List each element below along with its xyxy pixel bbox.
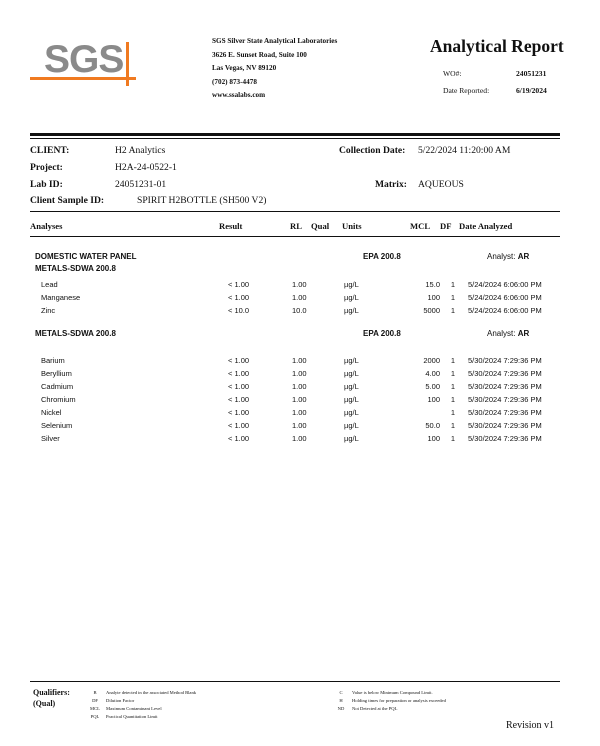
wo-value: 24051231 [516, 69, 547, 78]
analyte-df: 1 [450, 434, 455, 443]
analyte-df: 1 [450, 421, 455, 430]
lab-address-line2: Las Vegas, NV 89120 [212, 64, 277, 73]
analyte-df: 1 [450, 395, 455, 404]
report-title: Analytical Report [430, 36, 564, 56]
section-method: EPA 200.8 [363, 329, 401, 338]
qualifier-text: Holding times for preparation or analysis exceeded [352, 698, 446, 703]
qualifiers-label-block [33, 687, 70, 709]
analyte-result: < 1.00 [228, 356, 250, 365]
qual-label: (Qual) [33, 699, 56, 708]
analyte-df: 1 [450, 306, 455, 315]
collection-date-value: 5/22/2024 11:20:00 AM [418, 145, 511, 156]
col-analyses: Analyses [30, 221, 63, 231]
lab-id-label: Lab ID: [30, 179, 63, 190]
table-row [0, 421, 600, 434]
section-subtitle: METALS-SDWA 200.8 [35, 264, 116, 273]
analyte-result: < 1.00 [228, 434, 250, 443]
qualifier-text: Not Detected at the PQL [352, 706, 398, 711]
analyte-df: 1 [450, 356, 455, 365]
col-mcl: MCL [410, 221, 431, 231]
header-rule-thin [30, 138, 560, 139]
analyte-name: Manganese [41, 293, 81, 302]
analyte-result: < 1.00 [228, 408, 250, 417]
project-value: H2A-24-0522-1 [115, 162, 177, 173]
analyte-date: 5/30/2024 7:29:36 PM [468, 395, 542, 404]
lab-website: www.ssalabs.com [212, 91, 266, 100]
analyte-mcl: 2000 [423, 356, 440, 365]
analyte-date: 5/30/2024 7:29:36 PM [468, 369, 542, 378]
analyte-name: Beryllium [41, 369, 72, 378]
qualifier-text: Maximum Contaminant Level [106, 706, 162, 711]
collection-date-label: Collection Date: [339, 145, 406, 156]
analyte-result: < 1.00 [228, 369, 250, 378]
analyte-units: µg/L [344, 395, 359, 404]
analyte-units: µg/L [344, 306, 359, 315]
footer-rule [30, 681, 560, 682]
col-qual: Qual [311, 221, 330, 231]
qualifier-item [84, 690, 196, 695]
table-row [0, 408, 600, 421]
analyte-rl: 1.00 [292, 280, 307, 289]
date-reported-label: Date Reported: [443, 86, 490, 95]
analyte-date: 5/24/2024 6:06:00 PM [468, 280, 542, 289]
analyte-name: Cadmium [41, 382, 74, 391]
wo-label: WO#: [443, 69, 462, 78]
analyte-name: Zinc [41, 306, 56, 315]
table-row [0, 280, 600, 293]
qualifier-item [84, 698, 134, 703]
analyst-label: Analyst: [487, 329, 516, 338]
analyte-units: µg/L [344, 280, 359, 289]
analyte-units: µg/L [344, 408, 359, 417]
analyte-df: 1 [450, 382, 455, 391]
logo-text: SGS [44, 38, 124, 81]
qualifier-item [330, 698, 446, 703]
analyte-rl: 1.00 [292, 408, 307, 417]
lab-phone: (702) 873-4478 [212, 77, 257, 86]
analyte-date: 5/30/2024 7:29:36 PM [468, 408, 542, 417]
analyte-df: 1 [450, 293, 455, 302]
analyte-mcl: 5.00 [425, 382, 440, 391]
analyte-date: 5/24/2024 6:06:00 PM [468, 306, 542, 315]
analyte-result: < 1.00 [228, 382, 250, 391]
lab-logo [30, 36, 136, 86]
header-rule-thick [30, 133, 560, 136]
analyte-df: 1 [450, 408, 455, 417]
col-units: Units [342, 221, 362, 231]
analyte-date: 5/30/2024 7:29:36 PM [468, 434, 542, 443]
table-row [0, 306, 600, 319]
analyte-result: < 1.00 [228, 280, 250, 289]
col-result: Result [219, 221, 243, 231]
qualifier-item [84, 706, 162, 711]
analyte-mcl: 100 [427, 293, 440, 302]
lab-name: SGS Silver State Analytical Laboratories [212, 37, 338, 45]
analyte-units: µg/L [344, 434, 359, 443]
table-row [0, 395, 600, 408]
section-title: DOMESTIC WATER PANEL [35, 252, 137, 261]
analyte-result: < 1.00 [228, 395, 250, 404]
analyte-result: < 1.00 [228, 293, 250, 302]
analyte-name: Chromium [41, 395, 76, 404]
revision-label: Revision v1 [506, 720, 555, 731]
analyte-rl: 1.00 [292, 382, 307, 391]
analyte-mcl: 4.00 [425, 369, 440, 378]
lab-address-block [212, 35, 337, 103]
qualifier-code: DF [92, 698, 98, 703]
col-rl: RL [290, 221, 302, 231]
client-label: CLIENT: [30, 145, 70, 156]
qualifier-code: MCL [90, 706, 100, 711]
analyte-name: Silver [41, 434, 60, 443]
qualifier-item [84, 714, 158, 719]
analyte-name: Lead [41, 280, 58, 289]
analyte-name: Nickel [41, 408, 62, 417]
client-value: H2 Analytics [115, 145, 166, 156]
analyte-mcl: 100 [427, 395, 440, 404]
analyte-rl: 1.00 [292, 369, 307, 378]
section-title: METALS-SDWA 200.8 [35, 329, 116, 338]
analyte-units: µg/L [344, 382, 359, 391]
table-row [0, 369, 600, 382]
analyte-units: µg/L [344, 421, 359, 430]
analyst-value: AR [517, 252, 530, 261]
table-header-rule-bottom [30, 236, 560, 237]
qualifier-code: PQL [90, 714, 100, 719]
analyte-mcl: 100 [427, 434, 440, 443]
analyte-result: < 10.0 [228, 306, 250, 315]
qualifier-code: ND [337, 706, 345, 711]
qualifier-text: Practical Quantitation Limit [106, 714, 158, 719]
table-row [0, 356, 600, 369]
qualifier-text: Analyte detected in the associated Method Blank [106, 690, 197, 695]
analyte-units: µg/L [344, 369, 359, 378]
qualifier-item [330, 706, 397, 711]
analyst-value: AR [517, 329, 530, 338]
lab-id-value: 24051231-01 [115, 179, 167, 190]
section-analyst [487, 252, 529, 261]
analyte-date: 5/30/2024 7:29:36 PM [468, 382, 542, 391]
analyte-date: 5/24/2024 6:06:00 PM [468, 293, 542, 302]
analyte-rl: 1.00 [292, 293, 307, 302]
matrix-label: Matrix: [375, 179, 407, 190]
analyte-result: < 1.00 [228, 421, 250, 430]
analyte-name: Selenium [41, 421, 73, 430]
qualifiers-label: Qualifiers: [33, 688, 70, 697]
project-label: Project: [30, 162, 63, 173]
section-analyst [487, 329, 529, 338]
analyte-rl: 1.00 [292, 356, 307, 365]
col-date-analyzed: Date Analyzed [459, 221, 513, 231]
lab-address-line1: 3626 E. Sunset Road, Suite 100 [212, 50, 307, 59]
analyte-rl: 10.0 [292, 306, 307, 315]
qualifier-code: H [339, 698, 343, 703]
analyte-date: 5/30/2024 7:29:36 PM [468, 421, 542, 430]
analyte-mcl: 5000 [423, 306, 440, 315]
qualifier-item [330, 690, 433, 695]
analyte-units: µg/L [344, 356, 359, 365]
section-method: EPA 200.8 [363, 252, 401, 261]
table-row [0, 434, 600, 447]
analyte-date: 5/30/2024 7:29:36 PM [468, 356, 542, 365]
analyte-rl: 1.00 [292, 434, 307, 443]
analyte-units: µg/L [344, 293, 359, 302]
table-row [0, 293, 600, 306]
date-reported-value: 6/19/2024 [516, 86, 547, 95]
qualifier-text: Value is below Minimum Compound Limit. [352, 690, 433, 695]
matrix-value: AQUEOUS [418, 179, 464, 190]
client-sample-id-label: Client Sample ID: [30, 195, 105, 206]
analyte-rl: 1.00 [292, 421, 307, 430]
analyte-df: 1 [450, 369, 455, 378]
table-row [0, 382, 600, 395]
analyte-name: Barium [41, 356, 65, 365]
client-sample-id-value: SPIRIT H2BOTTLE (SH500 V2) [137, 195, 267, 206]
table-header-rule-top [30, 211, 560, 212]
analyte-mcl: 50.0 [425, 421, 440, 430]
qualifier-code: B [93, 690, 97, 695]
col-df: DF [440, 221, 452, 231]
qualifier-text: Dilution Factor [106, 698, 135, 703]
qualifier-code: C [339, 690, 343, 695]
analyte-mcl: 15.0 [425, 280, 440, 289]
analyte-rl: 1.00 [292, 395, 307, 404]
analyst-label: Analyst: [487, 252, 516, 261]
analyte-df: 1 [450, 280, 455, 289]
